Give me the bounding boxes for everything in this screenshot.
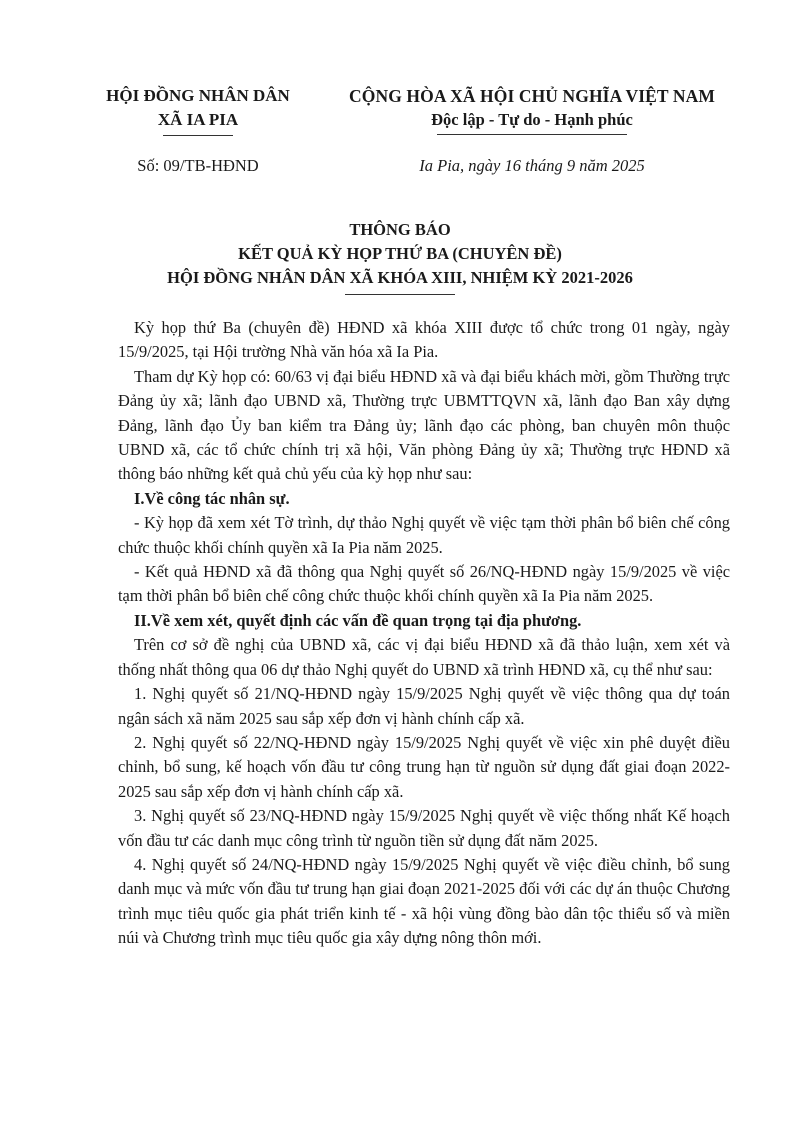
list-item: 1. Nghị quyết số 21/NQ-HĐND ngày 15/9/2025 Nghị quyết về việc thông qua dự toán ngân sách xã năm 2025 sau sắp xếp đơn vị hành chính cấp xã.	[118, 684, 730, 728]
document-date: Ia Pia, ngày 16 tháng 9 năm 2025	[419, 156, 645, 175]
list-item: 2. Nghị quyết số 22/NQ-HĐND ngày 15/9/2025 Nghị quyết về việc xin phê duyệt điều chỉnh, bổ sung, kế hoạch vốn đầu tư công trung hạn từ nguồn sử dụng đất giai đoạn 2022-2025 sau sắp xếp đơn vị hành chính cấp xã.	[118, 732, 730, 801]
document-title	[60, 218, 740, 295]
title-line-3: HỘI ĐỒNG NHÂN DÂN XÃ KHÓA XIII, NHIỆM KỲ 2021-2026	[167, 268, 633, 287]
paragraph: Tham dự Kỳ họp có: 60/63 vị đại biểu HĐND xã và đại biểu khách mời, gồm Thường trực Đảng ủy xã; lãnh đạo UBND xã, Thường trực UBMTTQVN xã, lãnh đạo Ban xây dựng Đảng, lãnh đạo Ủy ban kiểm tra Đảng ủy; lãnh đạo các phòng, ban chuyên môn thuộc UBND xã, các tổ chức chính trị xã hội, Văn phòng Đảng ủy xã; Thường trực HĐND xã thông báo những kết quả chủ yếu của kỳ họp như sau:	[118, 366, 730, 484]
paragraph: Trên cơ sở đề nghị của UBND xã, các vị đại biểu HĐND xã đã thảo luận, xem xét và thống nhất thông qua 06 dự thảo Nghị quyết do UBND xã trình HĐND xã, cụ thể như sau:	[118, 635, 730, 679]
national-motto: Độc lập - Tự do - Hạnh phúc	[431, 110, 633, 129]
document-body	[118, 316, 730, 951]
title-line-2: KẾT QUẢ KỲ HỌP THỨ BA (CHUYÊN ĐỀ)	[238, 244, 562, 263]
nation-name: CỘNG HÒA XÃ HỘI CHỦ NGHĨA VIỆT NAM	[349, 86, 715, 106]
list-item: 3. Nghị quyết số 23/NQ-HĐND ngày 15/9/2025 Nghị quyết về việc thống nhất Kế hoạch vốn đầu tư các danh mục công trình từ nguồn tiền sử dụng đất năm 2025.	[118, 806, 730, 850]
section-heading: I.Về công tác nhân sự.	[134, 488, 290, 508]
title-underline	[345, 294, 455, 295]
paragraph: - Kỳ họp đã xem xét Tờ trình, dự thảo Nghị quyết về việc tạm thời phân bổ biên chế công chức thuộc khối chính quyền xã Ia Pia năm 2025.	[118, 513, 730, 557]
paragraph: - Kết quả HĐND xã đã thông qua Nghị quyết số 26/NQ-HĐND ngày 15/9/2025 về việc tạm thời phân bổ biên chế công chức thuộc khối chính quyền xã Ia Pia năm 2025.	[118, 562, 730, 606]
document-number: Số: 09/TB-HĐND	[137, 156, 259, 175]
issuing-organization	[78, 84, 318, 136]
org-underline	[163, 135, 233, 136]
section-heading: II.Về xem xét, quyết định các vấn đề quan trọng tại địa phương.	[134, 610, 582, 630]
national-heading	[318, 84, 746, 135]
list-item: 4. Nghị quyết số 24/NQ-HĐND ngày 15/9/2025 Nghị quyết về việc điều chỉnh, bổ sung danh mục và mức vốn đầu tư trung hạn giai đoạn 2021-2025 đối với các dự án thuộc Chương trình mục tiêu quốc gia phát triển kinh tế - xã hội vùng đồng bào dân tộc thiểu số và miền núi và Chương trình mục tiêu quốc gia xây dựng nông thôn mới.	[118, 854, 730, 948]
title-line-1: THÔNG BÁO	[349, 220, 451, 239]
org-name: HỘI ĐỒNG NHÂN DÂN	[106, 86, 290, 105]
paragraph: Kỳ họp thứ Ba (chuyên đề) HĐND xã khóa XIII được tổ chức trong 01 ngày, ngày 15/9/2025, tại Hội trường Nhà văn hóa xã Ia Pia.	[118, 318, 730, 362]
org-locality: XÃ IA PIA	[157, 110, 239, 129]
motto-underline	[437, 134, 627, 135]
